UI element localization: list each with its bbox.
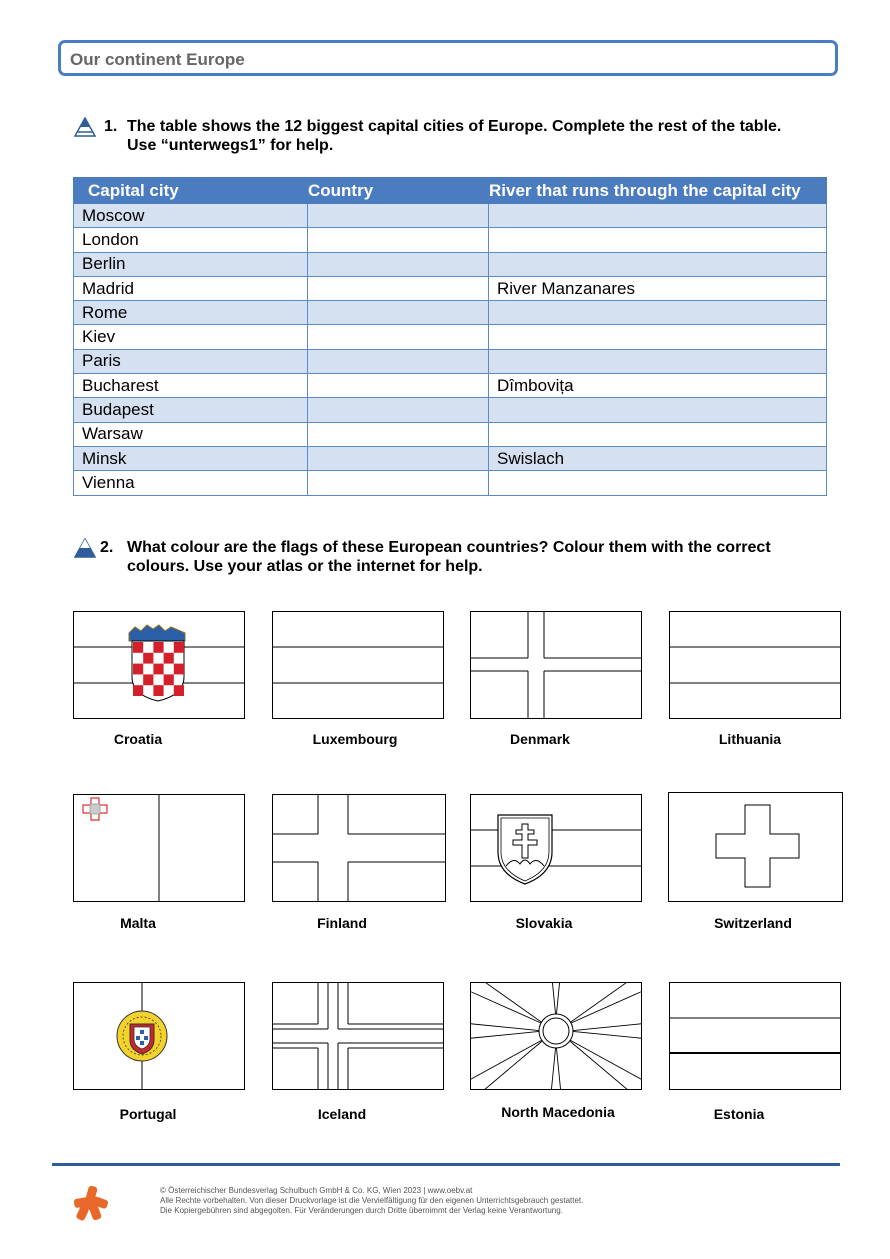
cell-river[interactable] [489, 301, 827, 325]
cell-country[interactable] [308, 398, 489, 422]
table-row [74, 276, 827, 300]
cell-river[interactable]: Swislach [489, 446, 827, 470]
checker-square [153, 664, 163, 675]
flag-denmark [470, 611, 642, 719]
checker-square [133, 664, 143, 675]
checker-square [174, 685, 184, 696]
footer-line-1: © Österreichischer Bundesverlag Schulbuch GmbH & Co. KG, Wien 2023 | www.oebv.at [160, 1186, 473, 1195]
table-header-row [74, 178, 827, 204]
page-title-box [58, 40, 838, 76]
table-row [74, 349, 827, 373]
header-capital-city: Capital city [74, 178, 308, 204]
cell-river[interactable]: Dîmbovița [489, 374, 827, 398]
table-row [74, 325, 827, 349]
cell-country[interactable] [308, 349, 489, 373]
cell-country[interactable] [308, 446, 489, 470]
footer-line-2: Alle Rechte vorbehalten. Von dieser Druckvorlage ist die Vervielfältigung für den eigenen Unterrichtsgebrauch gestattet. [160, 1196, 584, 1205]
flag-portugal [73, 982, 245, 1090]
cell-river[interactable]: River Manzanares [489, 276, 827, 300]
cell-river[interactable] [489, 349, 827, 373]
task-2-line-2: colours. Use your atlas or the internet for help. [127, 558, 483, 575]
cell-capital-city: Madrid [74, 276, 308, 300]
cell-capital-city: Moscow [74, 204, 308, 228]
flag-label-switzerland: Switzerland [714, 915, 792, 931]
cell-river[interactable] [489, 204, 827, 228]
checker-square [133, 642, 143, 653]
flag-label-croatia: Croatia [113, 731, 163, 747]
flag-label-north-macedonia: North Macedonia [501, 1104, 615, 1120]
task-1-line-2: Use “unterwegs1” for help. [127, 137, 334, 154]
cell-capital-city: Minsk [74, 446, 308, 470]
table-row [74, 398, 827, 422]
flag-iceland [272, 982, 444, 1090]
task-1-line-1: The table shows the 12 biggest capital cities of Europe. Complete the rest of the table. [127, 118, 782, 135]
checker-square [133, 685, 143, 696]
checker-square [143, 653, 153, 664]
cell-river[interactable] [489, 325, 827, 349]
cell-river[interactable] [489, 252, 827, 276]
footer-copyright [160, 1186, 583, 1216]
table-row [74, 446, 827, 470]
flag-finland [272, 794, 446, 902]
checker-square [164, 674, 174, 685]
flag-label-malta: Malta [120, 915, 156, 931]
flag-switzerland [668, 792, 843, 902]
footer-line-3: Die Kopiergebühren sind abgegolten. Für Veränderungen durch Dritte übernimmt der Verlag keine Verantwortung. [160, 1206, 563, 1215]
flag-north-macedonia [470, 982, 642, 1090]
flag-luxembourg [272, 611, 444, 719]
capitals-table [73, 177, 827, 496]
cell-country[interactable] [308, 374, 489, 398]
cell-river[interactable] [489, 422, 827, 446]
flag-croatia [73, 611, 245, 719]
cell-capital-city: Paris [74, 349, 308, 373]
cell-country[interactable] [308, 422, 489, 446]
flag-label-iceland: Iceland [317, 1106, 367, 1122]
flag-slovakia [470, 794, 642, 902]
checker-square [174, 664, 184, 675]
footer-divider [52, 1163, 840, 1166]
cell-capital-city: Rome [74, 301, 308, 325]
cell-capital-city: Berlin [74, 252, 308, 276]
cell-country[interactable] [308, 228, 489, 252]
cell-country[interactable] [308, 325, 489, 349]
cell-river[interactable] [489, 471, 827, 495]
cell-capital-city: Budapest [74, 398, 308, 422]
table-row [74, 228, 827, 252]
task-2-text [127, 538, 847, 576]
checker-square [164, 653, 174, 664]
task-2-number: 2. [100, 539, 114, 556]
flag-label-denmark: Denmark [510, 731, 570, 747]
checker-square [143, 674, 153, 685]
table-row [74, 204, 827, 228]
cell-country[interactable] [308, 204, 489, 228]
checker-square [153, 685, 163, 696]
flag-lithuania [669, 611, 841, 719]
flag-label-finland: Finland [317, 915, 367, 931]
table-row [74, 252, 827, 276]
cell-capital-city: London [74, 228, 308, 252]
header-river: River that runs through the capital city [489, 178, 827, 204]
task-1-number: 1. [104, 118, 118, 135]
task-2-line-1: What colour are the flags of these European countries? Colour them with the correct [127, 539, 771, 556]
cell-river[interactable] [489, 398, 827, 422]
cell-country[interactable] [308, 301, 489, 325]
flag-label-lithuania: Lithuania [718, 731, 782, 747]
checker-square [174, 642, 184, 653]
cell-capital-city: Vienna [74, 471, 308, 495]
cell-country[interactable] [308, 471, 489, 495]
mountain-icon [74, 117, 96, 137]
flag-estonia [669, 982, 841, 1090]
task-1-text [127, 117, 847, 155]
cell-capital-city: Kiev [74, 325, 308, 349]
checker-square [153, 642, 163, 653]
publisher-logo-icon [72, 1184, 110, 1222]
flag-malta [73, 794, 245, 902]
table-row [74, 301, 827, 325]
cell-country[interactable] [308, 276, 489, 300]
flag-label-slovakia: Slovakia [515, 915, 573, 931]
header-country: Country [308, 178, 489, 204]
flag-label-estonia: Estonia [713, 1106, 765, 1122]
table-row [74, 374, 827, 398]
portugal-coat-of-arms [117, 1011, 167, 1061]
flag-label-portugal: Portugal [119, 1106, 177, 1122]
mountain-icon [74, 538, 96, 558]
cell-capital-city: Warsaw [74, 422, 308, 446]
table-row [74, 422, 827, 446]
flag-label-luxembourg: Luxembourg [312, 731, 398, 747]
table-row [74, 471, 827, 495]
croatia-coat-of-arms [129, 625, 185, 701]
cell-capital-city: Bucharest [74, 374, 308, 398]
cell-river[interactable] [489, 228, 827, 252]
page-title: Our continent Europe [70, 50, 245, 69]
cell-country[interactable] [308, 252, 489, 276]
